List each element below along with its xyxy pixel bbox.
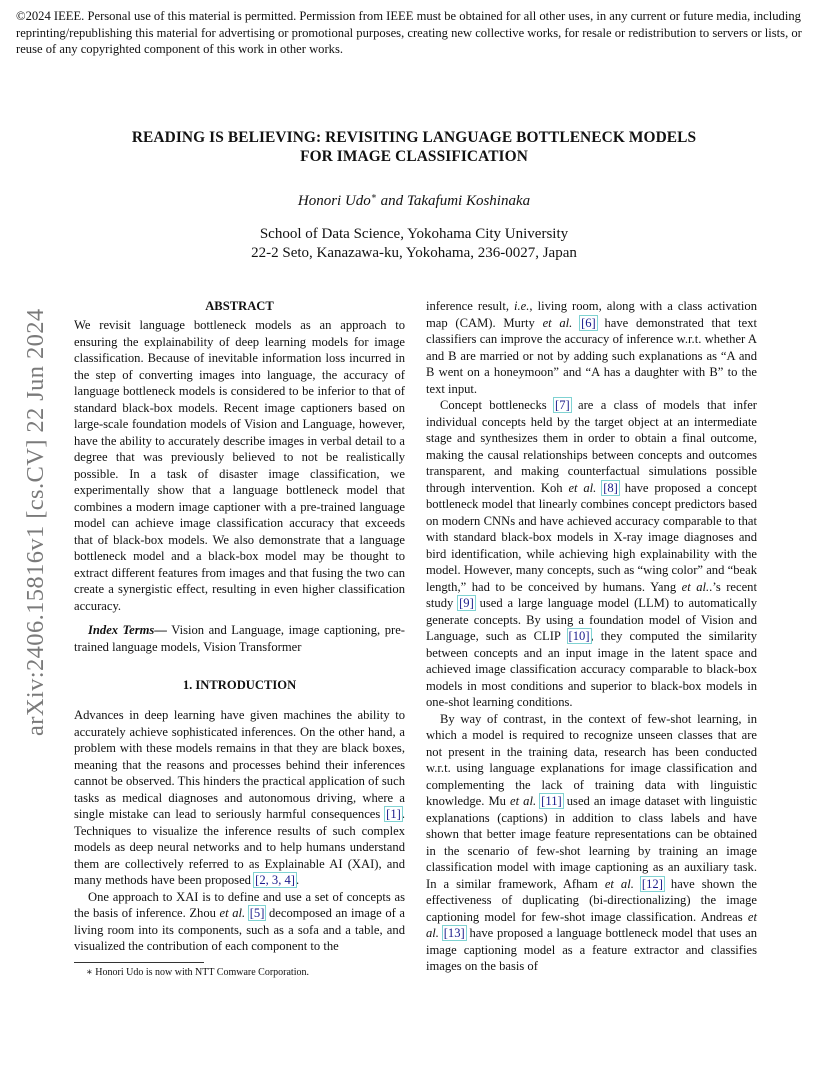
affiliation-line-2: 22-2 Seto, Kanazawa-ku, Yokohama, 236-0027, Japan: [251, 245, 577, 261]
affiliation: [100, 225, 728, 263]
introduction-heading: 1. INTRODUCTION: [182, 678, 297, 692]
citation-link[interactable]: [8]: [603, 480, 618, 495]
text-run: By way of contrast, in the context of few-shot learning, in which a model is required to recognize unseen classes that are not present in the training data, research has been conducted w.r.t. using language explanations for image classification and complementing the lack of training data with linguistic knowledge. Mu: [426, 711, 757, 808]
text-run: , they computed the similarity between concepts and an input image in the latent space and achieved image classification accuracy comparable to black-box models in most conditions and superior to black-box models in one-shot learning conditions.: [426, 629, 757, 709]
citation-link[interactable]: [5]: [249, 906, 265, 920]
right-column: [426, 298, 757, 975]
et-al: et al.: [426, 909, 757, 940]
affiliation-line-1: School of Data Science, Yokohama City University: [259, 226, 569, 242]
text-run: have proposed a language bottleneck model that uses an image captioning model as a feature extractor and classifies images on the basis of: [426, 926, 758, 973]
text-run: decomposed an image of a living room into its components, such as a sofa and a table, and visualized the contribution of each component to the: [74, 906, 405, 953]
right-paragraph-0: [426, 298, 757, 397]
text-run: have shown the effectiveness of duplicating (bi-directionalizing) the image captioning model for few-shot image classification. Andreas: [426, 876, 758, 924]
author-1: Honori Udo: [297, 193, 371, 209]
citation-link[interactable]: [1]: [386, 807, 401, 821]
intro-paragraph-2: [74, 889, 405, 955]
authors: [100, 187, 728, 210]
footnote-text: ∗ Honori Udo is now with NTT Comware Corporation.: [86, 967, 309, 978]
citation-link[interactable]: [13]: [443, 926, 465, 940]
citation-link[interactable]: [12]: [641, 876, 663, 891]
text-run: .’s recent study: [426, 579, 757, 610]
intro-paragraph-1: [74, 707, 405, 889]
title-line-2: FOR IMAGE CLASSIFICATION: [300, 148, 528, 165]
citation-link[interactable]: [11]: [541, 794, 562, 808]
text-run: used a large language model (LLM) to automatically generate concepts. By using a foundation model of Vision and Language, such as CLIP: [426, 596, 757, 643]
text-run: have proposed a concept bottleneck model that linearly combines concept predictors based on modern CNNs and have achieved accuracy comparable to that with standard black-box models in X-ray image diagnoses and bird identification, while achieving high explainability with the model. However, many concepts, such as “wing color” and “beak length,” had to be conceived by humans. Yang: [426, 480, 757, 594]
abstract-text: We revisit language bottleneck models as an approach to ensuring the explainability of deep learning models for image classification. Because of inevitable information loss incurred in the step of converting images into language, the accuracy of language bottleneck models is considered to be inferior to that of standard black-box models. Recent image captioners based on large-scale foundation models of Vision and Language, however, have the ability to accurately describe images in verbal detail to a degree that was previously believed to not be realistically possible. In a task of disaster image classification, we experimentally show that a language bottleneck model that combines a modern image captioner with a pre-trained language model can achieve image classification accuracy that exceeds that of black-box models. We also demonstrate that a language bottleneck model and a black-box model may be thought to extract different features from images and that fusing the two can create a synergistic effect, resulting in even higher classification accuracy.: [74, 318, 405, 613]
index-terms-label: Index Terms—: [88, 623, 167, 637]
text-run: inference result,: [426, 299, 515, 313]
citation-link[interactable]: [9]: [459, 596, 474, 610]
text-run: have demonstrated that text classifiers can improve the accuracy of inference w.r.t. whether A and B are married or not by adding such explanations as “A and B went on a honeymoon” and “A has a daughter with B” to the text input.: [426, 315, 758, 396]
citation-link[interactable]: [7]: [555, 398, 570, 412]
footnote: [74, 962, 405, 979]
text-run: Advances in deep learning have given machines the ability to accurately achieve sophisticated inferences. On the other hand, a problem with these models remains in that they are black boxes, meaning that the reasons and processes behind their inferences cannot be observed. This hinders the practical application of such tasks as medical diagnoses and autonomous driving, where a single mistake can lead to seriously harmful consequences: [74, 708, 405, 821]
citation-link[interactable]: [2, 3, 4]: [255, 873, 295, 887]
text-run: used an image dataset with linguistic explanations (captions) in addition to class labels and have shown that better image feature representations can be obtained in the scenario of few-shot learning by training an image classification model with image captioning as an auxiliary task. In a similar framework, Afham: [426, 794, 757, 891]
citation-link[interactable]: [10]: [568, 629, 590, 643]
et-al: et al.: [681, 579, 710, 594]
copyright-notice: ©2024 IEEE. Personal use of this material is permitted. Permission from IEEE must be obtained for all other uses, in any current or future media, including reprinting/republishing this material for advertising or promotional purposes, creating new collective works, for resale or redistribution to servers or lists, or reuse of any copyrighted component of this work in other works.: [16, 9, 802, 56]
et-al: et al.: [568, 480, 597, 495]
title-line-1: READING IS BELIEVING: REVISITING LANGUAGE BOTTLENECK MODELS: [131, 129, 697, 146]
right-paragraph-1: [426, 397, 757, 711]
ie: i.e.: [514, 299, 530, 313]
arxiv-stamp: arXiv:2406.15816v1 [cs.CV] 22 Jun 2024: [22, 308, 49, 736]
text-run: . Techniques to visualize the inference results of such complex models as deep neural networks and to help humans understand them are collectively referred to as Explainable AI (XAI), and many methods have been proposed: [74, 807, 405, 887]
footnote-rule: [74, 962, 204, 963]
et-al: et al.: [219, 906, 246, 920]
et-al: et al.: [542, 315, 573, 330]
citation-link[interactable]: [6]: [581, 315, 596, 330]
left-column: [74, 298, 405, 955]
paper-title: [60, 128, 768, 166]
index-terms: [74, 622, 405, 655]
text-run: .: [296, 873, 300, 887]
et-al: et al.: [604, 876, 634, 891]
text-run: One approach to XAI is to define and use a set of concepts as the basis of inference. Zhou: [74, 889, 405, 920]
text-run: are a class of models that infer individual concepts held by the target object at an intermediate stage and synthesizes them in order to obtain a final outcome, making the causal relationships between concepts and outcomes transparent, and making counterfactual simulations possible through intervention. Koh: [426, 398, 757, 495]
text-run: Concept bottlenecks: [440, 398, 554, 412]
right-paragraph-2: [426, 711, 757, 975]
text-run: , living room, along with a class activation map (CAM). Murty: [426, 299, 757, 330]
et-al: et al.: [510, 794, 537, 808]
index-terms-text: Vision and Language, image captioning, pre-trained language models, Vision Transformer: [74, 623, 405, 654]
abstract-heading: ABSTRACT: [205, 299, 274, 313]
author-rest: and Takafumi Koshinaka: [376, 193, 531, 209]
footnote-mark: ∗: [370, 191, 377, 201]
